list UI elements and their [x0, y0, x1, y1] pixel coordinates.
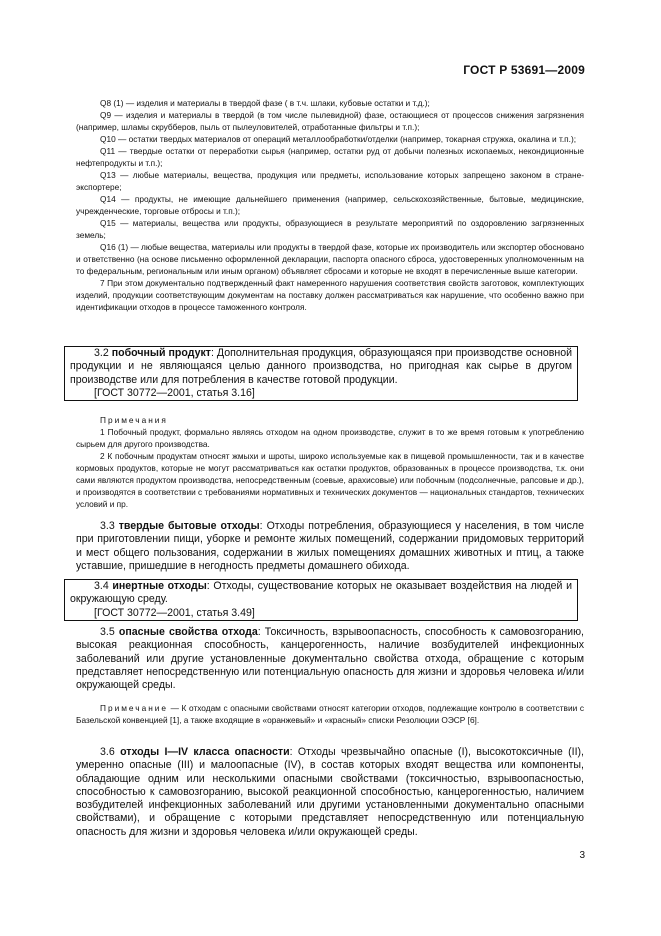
definition-box-3-2 — [64, 346, 578, 401]
definition-text: : Токсичность, взрывоопасность, способность к самовозгоранию, высокая реакционная способность, канцерогенность, наличие возбудителей инфекционных заболеваний или другие установленные документально свойства отхода, обращение с которым представляет непосредственную или потенциальную опасность для жизни и здоровья человека и/или окружающей среды. — [76, 626, 584, 692]
term: побочный продукт — [111, 347, 211, 359]
term: инертные отходы — [112, 580, 207, 592]
clause-number: 3.3 — [100, 520, 115, 532]
document-code: ГОСТ Р 53691—2009 — [463, 63, 585, 77]
term: отходы I—IV класса опасности — [120, 746, 290, 758]
list-item: Q13 — любые материалы, вещества, продукция или предметы, использование которых запрещено законом в стране-экспортере; — [76, 170, 584, 192]
list-item: Q9 — изделия и материалы в твердой (в том числе пылевидной) фазе, остающиеся от процессов снижения загрязнения (например, шламы скрубберов, пыль от пылеуловителей, отработанные фильтры и т.п.); — [76, 110, 584, 132]
source-reference: [ГОСТ 30772—2001, статья 3.49] — [94, 606, 255, 619]
note-heading: Примечание — [100, 703, 169, 713]
clause-number: 3.5 — [100, 626, 115, 638]
note-item: 2 К побочным продуктам относят жмыхи и шроты, широко используемые как в пищевой промышленности, так и в качестве кормовых продуктов, которые не могут рассматриваться как остатки продуктов, образованных в процессе производства, т.к. они сами являются продуктом производства, непосредственным (соевые, арахисовые) или побочным (подсолнечные, рапсовые и др.), и производятся в соответствии с требованиями нормативных и технических документов — национальных стандартов, технических условий и пр. — [76, 451, 584, 509]
clause-number: 3.2 — [94, 347, 109, 359]
definition-3-3 — [76, 520, 584, 573]
list-item: Q8 (1) — изделия и материалы в твердой фазе ( в т.ч. шлаки, кубовые остатки и т.д.); — [100, 98, 430, 108]
definition-text: : Отходы, существование которых не оказывает воздействия на людей и окружающую среду. — [70, 580, 573, 606]
clause-number: 3.4 — [94, 580, 109, 592]
source-reference: [ГОСТ 30772—2001, статья 3.16] — [94, 386, 255, 399]
definition-text: : Отходы потребления, образующиеся у населения, в том числе при приготовлении пищи, уборке и ремонте жилых помещений, содержании придомовых территорий и мест общего пользования, содержании в жилых помещениях домашних животных и птиц, а также уставшие, пришедшие в негодность предметы домашнего обихода. — [76, 520, 584, 572]
term: опасные свойства отхода — [118, 626, 258, 638]
definition-text: : Отходы чрезвычайно опасные (I), высокотоксичные (II), умеренно опасные (III) и малоопасные (IV), в состав которых входят вещества или компоненты, обладающие одним или несколькими опасными свойствами (токсичностью, взрывоопасностью, способностью к самовозгоранию, высокой реакционной способностью, канцерогенностью, наличием возбудителей инфекционных заболеваний или другими установленными документально опасными свойствами), и обращение с которыми представляет непосредственную или потенциальную опасность для жизни и здоровья человека и/или окружающей среды. — [76, 746, 584, 838]
definition-text: : Дополнительная продукция, образующаяся при производстве основной продукции и не являющаяся целью данного производства, но пригодная как сырье в другом производстве или для потребления в качестве готовой продукции. — [70, 347, 573, 386]
definition-3-5 — [76, 626, 584, 692]
definition-3-2 — [70, 347, 572, 387]
definition-box-3-4 — [64, 579, 578, 621]
note-item: 1 Побочный продукт, формально являясь отходом на одном производстве, служит в то же время готовым к употреблению сырьем для другого производства. — [76, 427, 584, 449]
notes-3-2 — [76, 414, 584, 510]
clause-number: 3.6 — [100, 746, 115, 758]
list-item: Q14 — продукты, не имеющие дальнейшего применения (например, сельскохозяйственные, бытовые, медицинские, учрежденческие, торговые отбросы и т.п.); — [76, 194, 584, 216]
definition-3-4 — [70, 580, 572, 607]
list-item: Q10 — остатки твердых материалов от операций металлообработки/отделки (например, токарная стружка, окалина и т.п.); — [100, 134, 577, 144]
list-item: Q16 (1) — любые вещества, материалы или продукты в твердой фазе, которые их производитель или экспортер обосновано и ответственно (на основе письменно оформленной декларации, паспорта опасного сброса, удостоверенных уполномоченным на то федеральным, региональным или иным органом) объявляет сбросами и которые не входят в перечисленные выше категории. — [76, 242, 584, 276]
list-item: Q11 — твердые остатки от переработки сырья (например, остатки руд от добычи полезных ископаемых, некондиционные нефтепродукты и т.п.); — [76, 146, 584, 168]
q-category-list — [76, 97, 584, 313]
notes-heading: Примечания — [100, 415, 168, 425]
term: твердые бытовые отходы — [118, 520, 260, 532]
note-3-5 — [76, 702, 584, 726]
page-number: 3 — [579, 850, 585, 861]
list-item: Q15 — материалы, вещества или продукты, образующиеся в результате мероприятий по оздоровлению загрязненных земель; — [76, 218, 584, 240]
definition-3-6 — [76, 746, 584, 839]
list-item: 7 При этом документально подтвержденный факт намеренного нарушения соответствия свойств заготовок, комплектующих изделий, продукции соответствующим документам на поставку должен рассматриваться как нарушение, что особенно важно при идентификации отходов в процессе таможенного контроля. — [76, 278, 584, 312]
note-text: — К отходам с опасными свойствами относят категории отходов, подлежащие контролю в соответствии с Базельской конвенцией [1], а также входящие в «оранжевый» и «красный» списки Резолюции ОЭСР [6]. — [76, 703, 584, 725]
